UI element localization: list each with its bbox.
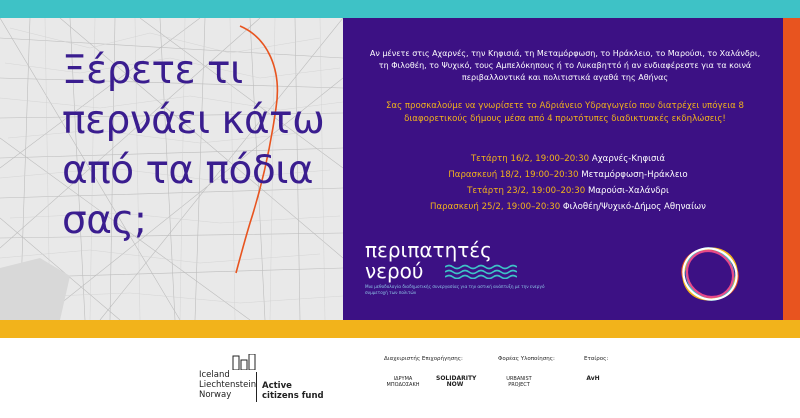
funder-logo-icon bbox=[199, 354, 259, 370]
event-item bbox=[363, 199, 773, 215]
event-date: Παρασκευή 25/2, 19:00–20:30 bbox=[430, 202, 561, 212]
org-text: PROJECT bbox=[508, 382, 530, 388]
partners-label: Εταίρος: bbox=[584, 356, 609, 362]
event-place: Φιλοθέη/Ψυχικό-Δήμος Αθηναίων bbox=[562, 202, 706, 212]
water-waves-icon bbox=[445, 263, 517, 279]
event-date: Παρασκευή 18/2, 19:00–20:30 bbox=[448, 170, 579, 180]
intro-text: Αν μένετε στις Αχαρνές, την Κηφισιά, τη Μεταμόρφωση, το Ηράκλειο, το Μαρούσι, το Χαλάνδρι, τη Φιλοθέη, το Ψυχικό, τους Αμπελόκηπους ή το Λυκαβηττό ή αν ενδιαφέρεστε για τα κοινά περιβαλλοντικά και πολιτιστικά αγαθά της Αθήνας bbox=[369, 49, 761, 82]
event-place: Μαρούσι-Χαλάνδρι bbox=[587, 186, 669, 196]
headline: Ξέρετε τι περνάει κάτω από τα πόδια σας; bbox=[62, 48, 325, 243]
project-tagline: Μια μεθοδολογία διαδημοτικής συνεργασίας για την αστική ανάπτυξη με την ενεργό συμμετοχή των πολιτών bbox=[365, 284, 545, 295]
event-schedule bbox=[363, 151, 773, 215]
org-text: ΙΔΡΥΜΑ bbox=[393, 376, 413, 382]
org-text: SOLIDARITY bbox=[436, 375, 477, 382]
funder-program bbox=[262, 381, 324, 401]
funder-divider bbox=[256, 372, 257, 402]
event-date: Τετάρτη 23/2, 19:00–20:30 bbox=[467, 186, 586, 196]
event-place: Μεταμόρφωση-Ηράκλειο bbox=[581, 170, 688, 180]
mpodosaki-foundation-logo bbox=[384, 376, 422, 388]
urbanist-project-logo bbox=[499, 376, 539, 388]
funder-country: Norway bbox=[199, 390, 232, 400]
event-date: Τετάρτη 16/2, 19:00–20:30 bbox=[470, 154, 590, 164]
funder-program-line: Active bbox=[262, 381, 292, 391]
event-item bbox=[363, 167, 773, 183]
org-text: ΜΠΟΔΟΣΑΚΗ bbox=[386, 382, 420, 388]
logo-name-line1: περιπατητές bbox=[365, 238, 492, 262]
org-text: URBANIST bbox=[506, 376, 532, 382]
logo-name-line2: νερού bbox=[365, 259, 424, 283]
avh-partner-logo bbox=[578, 376, 608, 382]
circular-logo-icon bbox=[676, 240, 744, 308]
funder-countries bbox=[199, 370, 256, 400]
org-text: NOW bbox=[446, 381, 464, 388]
funder-country: Liechtenstein bbox=[199, 380, 257, 390]
implementer-label: Φορέας Υλοποίησης: bbox=[498, 356, 555, 362]
management-label: Διαχειριστής Επιχορήγησης: bbox=[384, 356, 463, 362]
solidarity-now-logo bbox=[436, 375, 477, 388]
funder-country: Iceland bbox=[199, 370, 230, 380]
event-info-panel bbox=[343, 18, 783, 320]
top-color-band bbox=[0, 0, 800, 18]
bottom-color-band bbox=[0, 320, 800, 338]
event-item bbox=[363, 183, 773, 199]
event-place: Αχαρνές-Κηφισιά bbox=[591, 154, 666, 164]
org-text: AvH bbox=[586, 375, 600, 382]
funder-program-line: citizens fund bbox=[262, 391, 324, 401]
event-item bbox=[363, 151, 773, 167]
invitation-text: Σας προσκαλούμε να γνωρίσετε το Αδριάνειο Υδραγωγείο που διατρέχει υπόγεια 8 διαφορετικούς δήμους μέσα από 4 πρωτότυπες διαδικτυακές εκδηλώσεις! bbox=[386, 101, 744, 124]
right-accent-bar bbox=[783, 18, 800, 320]
